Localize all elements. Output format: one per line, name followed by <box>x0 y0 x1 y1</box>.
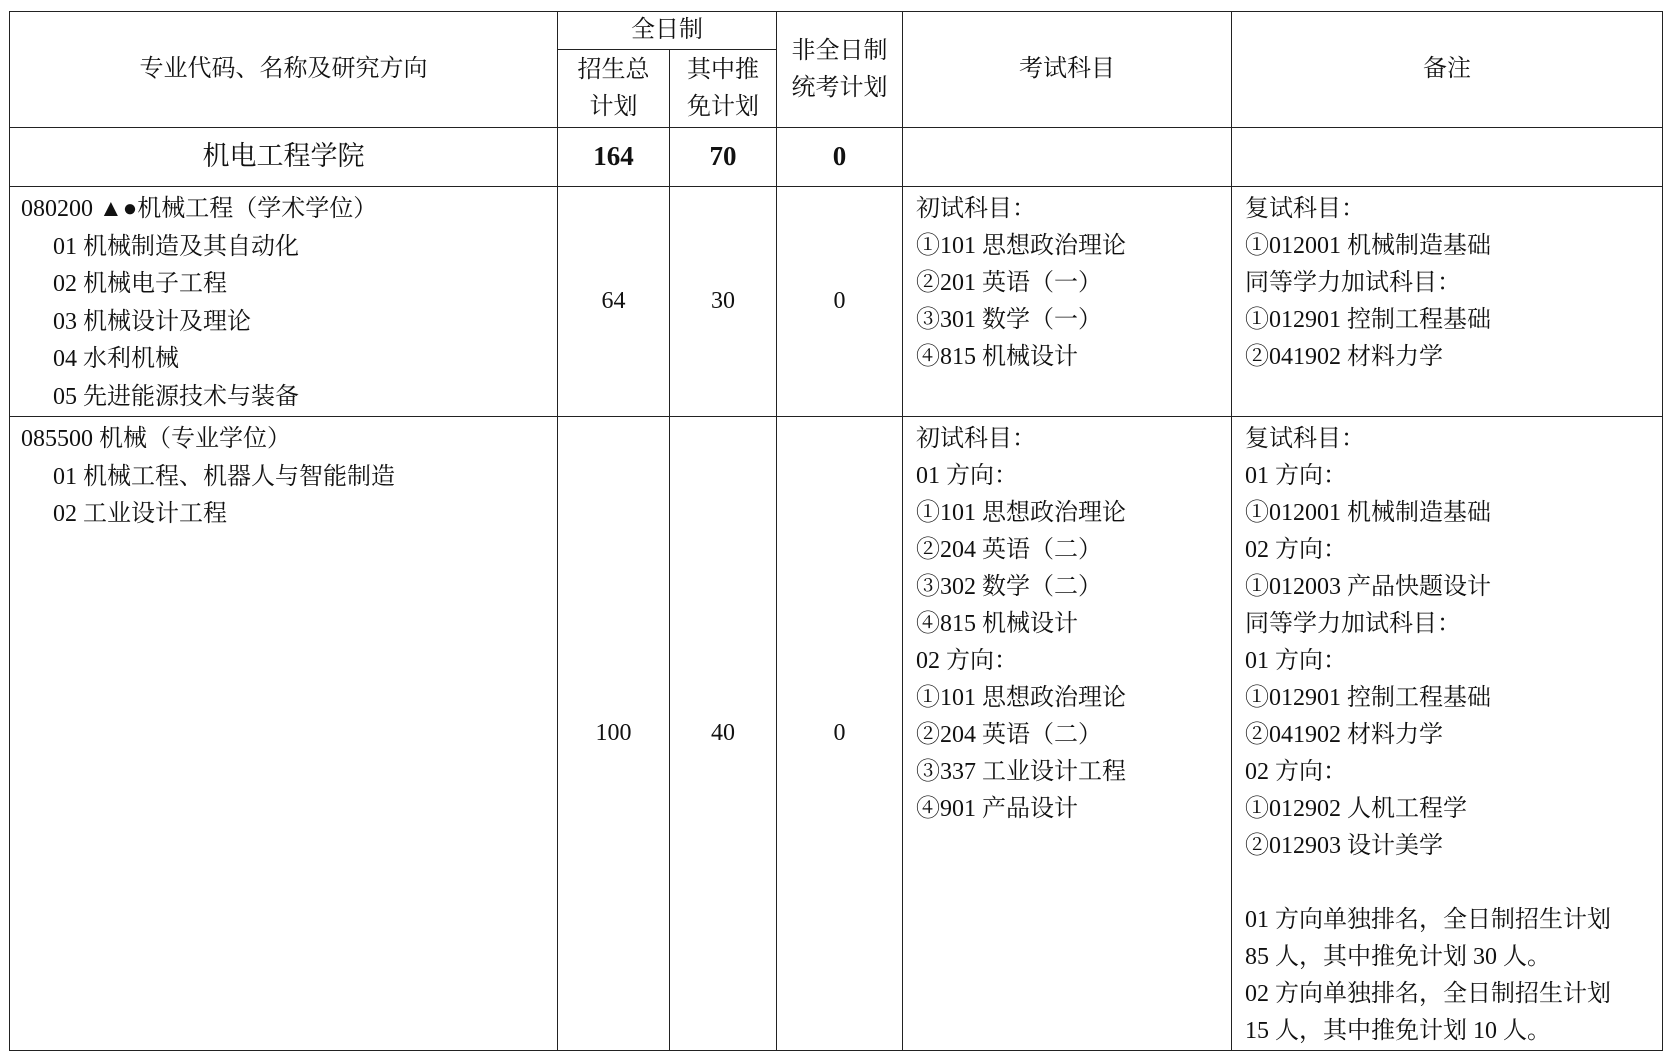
program-major <box>10 417 558 1051</box>
remark-line: 02 方向： <box>1245 537 1347 563</box>
header-exempt-plan: 其中推 免计划 <box>670 50 777 128</box>
research-direction: 01 机械工程、机器人与智能制造 <box>53 463 395 490</box>
exam-subject: 初试科目： <box>916 426 1036 452</box>
remark-line: 同等学力加试科目： <box>1245 611 1461 637</box>
program-exempt: 30 <box>670 187 777 417</box>
admissions-table <box>9 11 1663 1051</box>
college-total: 164 <box>558 128 670 187</box>
exam-subject: ④815 机械设计 <box>916 611 1078 637</box>
program-total: 64 <box>558 187 670 417</box>
header-total-plan: 招生总 计划 <box>558 50 670 128</box>
exam-subject: 02 方向： <box>916 648 1018 674</box>
exam-subject: ③337 工业设计工程 <box>916 759 1126 785</box>
college-exempt: 70 <box>670 128 777 187</box>
header-parttime: 非全日制 统考计划 <box>777 12 903 128</box>
exam-subject: ①101 思想政治理论 <box>916 685 1126 711</box>
program-exam <box>903 187 1232 417</box>
program-remarks <box>1232 187 1663 417</box>
research-direction: 02 机械电子工程 <box>53 271 227 297</box>
exam-subject: ③302 数学（二） <box>916 574 1102 600</box>
remark-line: ②041902 材料力学 <box>1245 344 1443 370</box>
research-direction: 05 先进能源技术与装备 <box>53 383 299 410</box>
program-title: 085500 机械（专业学位） <box>21 426 291 452</box>
program-parttime: 0 <box>777 417 903 1051</box>
research-direction: 02 工业设计工程 <box>53 501 227 527</box>
exam-subject: 初试科目： <box>916 196 1036 222</box>
spacer <box>1245 865 1662 902</box>
exam-subject: ②204 英语（二） <box>916 537 1102 563</box>
remark-line: ①012902 人机工程学 <box>1245 796 1467 822</box>
remark-line: 同等学力加试科目： <box>1245 270 1461 296</box>
exam-subject: ②204 英语（二） <box>916 722 1102 748</box>
program-major <box>10 187 558 417</box>
remark-line: ①012003 产品快题设计 <box>1245 574 1491 600</box>
program-exam <box>903 417 1232 1051</box>
college-parttime: 0 <box>777 128 903 187</box>
program-row <box>10 417 1663 1051</box>
research-direction: 04 水利机械 <box>53 346 179 372</box>
exam-subject: 01 方向： <box>916 463 1018 489</box>
remark-line: 01 方向： <box>1245 648 1347 674</box>
ranking-note: 01 方向单独排名，全日制招生计划 <box>1245 907 1611 933</box>
remark-line: ②012903 设计美学 <box>1245 833 1443 859</box>
program-remarks <box>1232 417 1663 1051</box>
header-fulltime: 全日制 <box>558 12 777 50</box>
remark-line: 复试科目： <box>1245 426 1365 452</box>
remark-line: ②041902 材料力学 <box>1245 722 1443 748</box>
remark-line: ①012901 控制工程基础 <box>1245 307 1491 333</box>
remark-line: 复试科目： <box>1245 196 1365 222</box>
header-exam: 考试科目 <box>903 12 1232 128</box>
ranking-note: 02 方向单独排名，全日制招生计划 <box>1245 981 1611 1007</box>
ranking-note: 85 人，其中推免计划 30 人。 <box>1245 944 1551 970</box>
exam-subject: ②201 英语（一） <box>916 270 1102 296</box>
college-name: 机电工程学院 <box>10 128 558 187</box>
program-row <box>10 187 1663 417</box>
header-remarks: 备注 <box>1232 12 1663 128</box>
research-direction: 01 机械制造及其自动化 <box>53 233 299 260</box>
remark-line: ①012001 机械制造基础 <box>1245 233 1491 259</box>
exam-subject: ①101 思想政治理论 <box>916 500 1126 526</box>
research-direction: 03 机械设计及理论 <box>53 308 251 335</box>
header-major: 专业代码、名称及研究方向 <box>10 12 558 128</box>
exam-subject: ①101 思想政治理论 <box>916 233 1126 259</box>
program-parttime: 0 <box>777 187 903 417</box>
remark-line: 02 方向： <box>1245 759 1347 785</box>
program-total: 100 <box>558 417 670 1051</box>
program-exempt: 40 <box>670 417 777 1051</box>
remark-line: 01 方向： <box>1245 463 1347 489</box>
exam-subject: ④815 机械设计 <box>916 344 1078 370</box>
exam-subject: ④901 产品设计 <box>916 796 1078 822</box>
ranking-note: 15 人，其中推免计划 10 人。 <box>1245 1018 1551 1044</box>
remark-line: ①012901 控制工程基础 <box>1245 685 1491 711</box>
program-title: 080200 ▲●机械工程（学术学位） <box>21 196 378 222</box>
exam-subject: ③301 数学（一） <box>916 307 1102 333</box>
college-row <box>10 128 1663 187</box>
remark-line: ①012001 机械制造基础 <box>1245 500 1491 526</box>
